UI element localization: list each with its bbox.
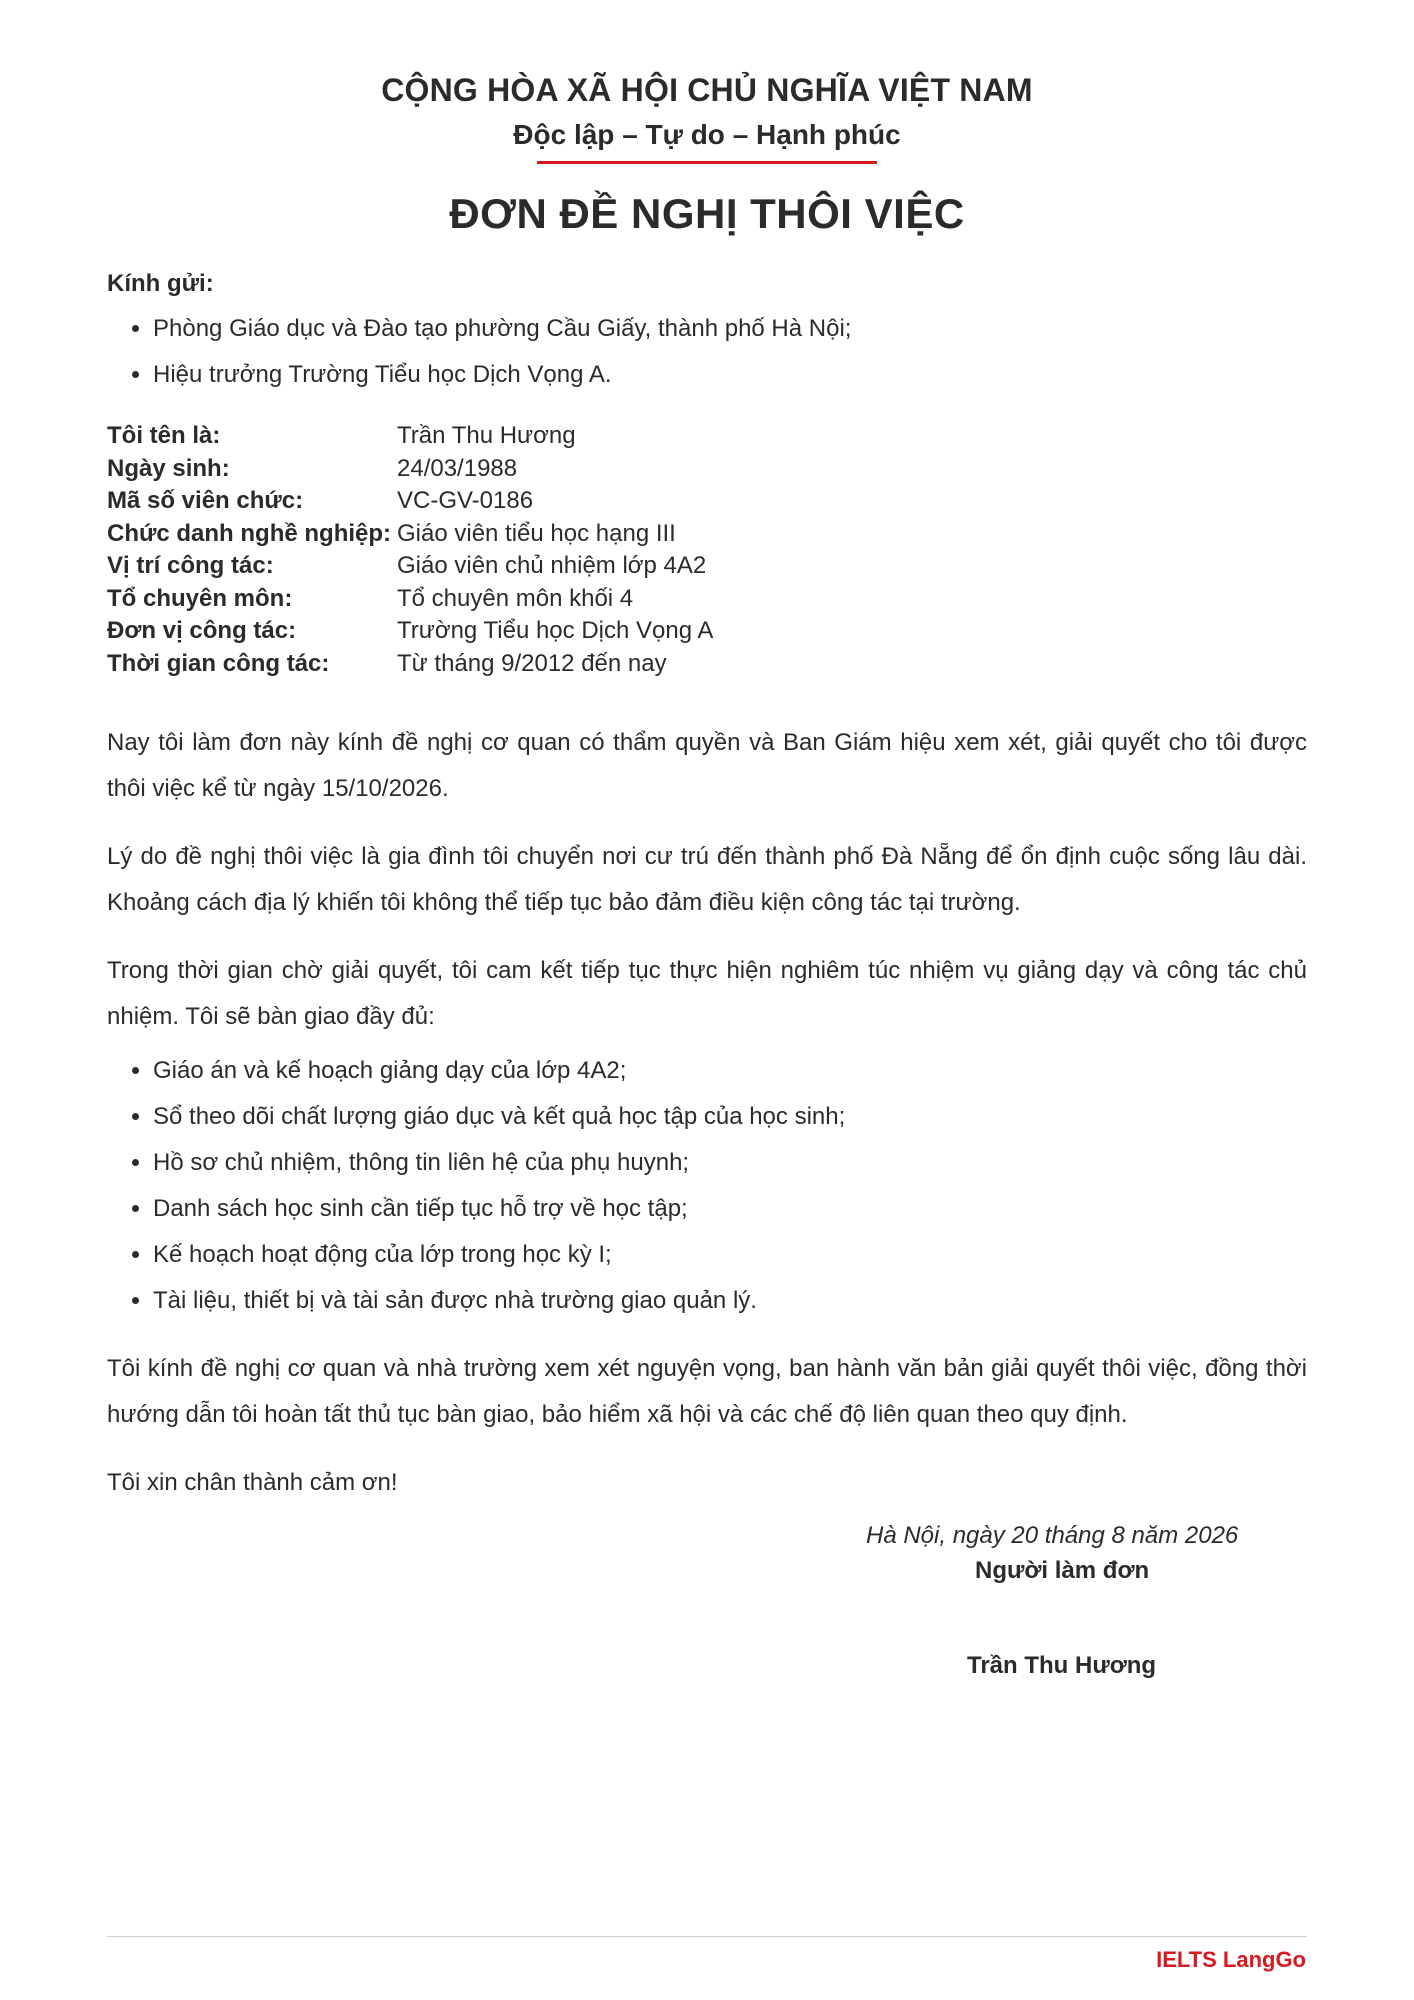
info-label: Tôi tên là: [107,422,221,449]
info-row [107,453,1307,486]
national-title: CỘNG HÒA XÃ HỘI CHỦ NGHĨA VIỆT NAM [381,72,1033,108]
info-value: VC-GV-0186 [397,487,534,514]
recipient-item: • Hiệu trưởng Trường Tiểu học Dịch Vọng A. [153,352,1307,398]
info-label: Thời gian công tác: [107,649,330,677]
signature-role: Người làm đơn [975,1557,1150,1584]
thanks-paragraph: Tôi xin chân thành cảm ơn! [107,1469,398,1496]
info-value: Trường Tiểu học Dịch Vọng A [397,617,714,644]
info-row [107,550,1307,583]
info-row [107,583,1307,616]
info-value: Từ tháng 9/2012 đến nay [397,649,667,677]
handover-item: • Tài liệu, thiết bị và tài sản được nhà trường giao quản lý. [153,1278,1307,1324]
handover-list [107,1048,1307,1324]
info-label: Đơn vị công tác: [107,617,297,644]
handover-item: • Hồ sơ chủ nhiệm, thông tin liên hệ của phụ huynh; [153,1140,1307,1186]
footer-brand: IELTS LangGo [1156,1947,1306,1972]
handover-item: • Kế hoạch hoạt động của lớp trong học kỳ I; [153,1232,1307,1278]
info-value: Giáo viên chủ nhiệm lớp 4A2 [397,552,707,579]
signature-name: Trần Thu Hương [967,1652,1157,1679]
reason-paragraph: Lý do đề nghị thôi việc là gia đình tôi chuyển nơi cư trú đến thành phố Đà Nẵng để ổn định cuộc sống lâu dài. Khoảng cách địa lý khiến tôi không thể tiếp tục bảo đảm điều kiện công tác tại trường. [107,843,1307,916]
recipients-label: Kính gửi: [107,270,214,297]
info-label: Chức danh nghề nghiệp: [107,519,392,547]
info-row [107,615,1307,648]
info-label: Ngày sinh: [107,454,230,482]
info-row [107,485,1307,518]
handover-item: • Giáo án và kế hoạch giảng dạy của lớp 4A2; [153,1048,1307,1094]
handover-item: • Danh sách học sinh cần tiếp tục hỗ trợ về học tập; [153,1186,1307,1232]
info-value: Tổ chuyên môn khối 4 [397,584,634,612]
info-row [107,648,1307,681]
personal-info [107,420,1307,680]
info-row [107,518,1307,551]
info-value: 24/03/1988 [397,454,518,482]
info-value: Giáo viên tiểu học hạng III [397,519,676,547]
footer-divider [107,1936,1307,1937]
info-label: Vị trí công tác: [107,552,274,579]
info-label: Tổ chuyên môn: [107,584,293,612]
closing-request-paragraph: Tôi kính đề nghị cơ quan và nhà trường xem xét nguyện vọng, ban hành văn bản giải quyết thôi việc, đồng thời hướng dẫn tôi hoàn tất thủ tục bàn giao, bảo hiểm xã hội và các chế độ liên quan theo quy định. [107,1355,1307,1428]
national-motto: Độc lập – Tự do – Hạnh phúc [513,119,901,150]
info-label: Mã số viên chức: [107,487,304,514]
info-value: Trần Thu Hương [397,422,576,449]
recipients-list [107,306,1307,398]
motto-underline [537,161,877,164]
commitment-paragraph: Trong thời gian chờ giải quyết, tôi cam kết tiếp tục thực hiện nghiêm túc nhiệm vụ giảng dạy và công tác chủ nhiệm. Tôi sẽ bàn giao đầy đủ: [107,957,1307,1030]
handover-item: • Sổ theo dõi chất lượng giáo dục và kết quả học tập của học sinh; [153,1094,1307,1140]
info-row [107,420,1307,453]
document-page [107,60,1307,1506]
request-paragraph: Nay tôi làm đơn này kính đề nghị cơ quan có thẩm quyền và Ban Giám hiệu xem xét, giải quyết cho tôi được thôi việc kể từ ngày 15/10/2026. [107,729,1307,802]
signature-place-date: Hà Nội, ngày 20 tháng 8 năm 2026 [866,1522,1239,1549]
document-title: ĐƠN ĐỀ NGHỊ THÔI VIỆC [449,190,965,237]
recipient-item: • Phòng Giáo dục và Đào tạo phường Cầu Giấy, thành phố Hà Nội; [153,306,1307,352]
